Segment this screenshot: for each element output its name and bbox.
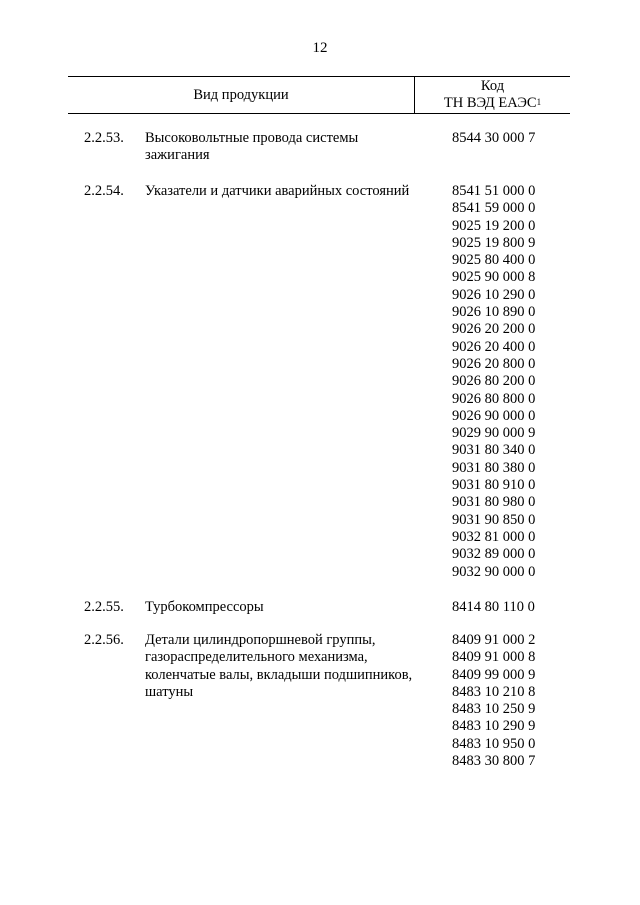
code-entry: 9032 90 000 0 bbox=[452, 563, 536, 580]
code-header-line2 bbox=[415, 95, 570, 112]
code-entry: 9029 90 000 9 bbox=[452, 425, 536, 442]
product-column-header: Вид продукции bbox=[193, 87, 289, 103]
code-entry: 9032 89 000 0 bbox=[452, 546, 536, 563]
row-codes bbox=[452, 632, 562, 770]
code-entry: 8483 30 800 7 bbox=[452, 753, 536, 770]
table-header bbox=[68, 76, 570, 114]
code-entry: 8544 30 000 7 bbox=[452, 130, 536, 146]
code-entry: 8409 91 000 8 bbox=[452, 649, 536, 666]
code-header-line1: Код bbox=[480, 78, 505, 94]
table-row bbox=[0, 632, 640, 782]
code-entry: 9025 19 200 0 bbox=[452, 217, 536, 234]
code-entry: 9026 80 800 0 bbox=[452, 390, 536, 407]
row-codes bbox=[452, 183, 562, 581]
code-entry: 9026 20 800 0 bbox=[452, 355, 536, 372]
code-entry: 9026 10 890 0 bbox=[452, 304, 536, 321]
table-row bbox=[0, 599, 640, 632]
code-entry: 8541 59 000 0 bbox=[452, 200, 536, 217]
code-entry: 9031 80 910 0 bbox=[452, 477, 536, 494]
code-entry: 8414 80 110 0 bbox=[452, 599, 535, 615]
code-entry: 9032 81 000 0 bbox=[452, 528, 536, 545]
code-entry: 9026 20 200 0 bbox=[452, 321, 536, 338]
code-entry: 9026 20 400 0 bbox=[452, 338, 536, 355]
row-number: 2.2.54. bbox=[84, 183, 124, 199]
table-row bbox=[0, 130, 640, 183]
code-header-text: ТН ВЭД ЕАЭС bbox=[443, 95, 537, 111]
footnote-marker: 1 bbox=[536, 97, 542, 107]
code-entry: 9026 80 200 0 bbox=[452, 373, 536, 390]
row-number: 2.2.55. bbox=[84, 599, 124, 615]
code-entry: 9031 80 980 0 bbox=[452, 494, 536, 511]
row-number: 2.2.56. bbox=[84, 632, 124, 648]
code-entry: 9031 80 340 0 bbox=[452, 442, 536, 459]
row-number: 2.2.53. bbox=[84, 130, 124, 146]
code-entry: 9025 19 800 9 bbox=[452, 234, 536, 251]
row-product-name: Высоковольтные провода системы зажигания bbox=[145, 130, 359, 164]
code-entry: 9025 80 400 0 bbox=[452, 252, 536, 269]
code-entry: 8409 99 000 9 bbox=[452, 666, 536, 683]
code-entry: 8483 10 950 0 bbox=[452, 735, 536, 752]
row-product-name: Детали цилиндропоршневой группы, газораспределительного механизма, коленчатые валы, вкладыши подшипников, шатуны bbox=[145, 632, 413, 700]
code-entry: 9031 90 850 0 bbox=[452, 511, 536, 528]
row-codes bbox=[452, 130, 562, 147]
code-entry: 8541 51 000 0 bbox=[452, 183, 536, 199]
code-entry: 9025 90 000 8 bbox=[452, 269, 536, 286]
code-entry: 8409 91 000 2 bbox=[452, 632, 536, 648]
row-product-name: Турбокомпрессоры bbox=[145, 599, 264, 615]
code-column-header bbox=[415, 78, 570, 112]
code-entry: 9026 10 290 0 bbox=[452, 286, 536, 303]
row-codes bbox=[452, 599, 562, 616]
row-product-name: Указатели и датчики аварийных состояний bbox=[145, 183, 410, 199]
table-row bbox=[0, 183, 640, 599]
code-entry: 9031 80 380 0 bbox=[452, 459, 536, 476]
code-entry: 9026 90 000 0 bbox=[452, 407, 536, 424]
code-entry: 8483 10 290 9 bbox=[452, 718, 536, 735]
code-entry: 8483 10 250 9 bbox=[452, 701, 536, 718]
page-number: 12 bbox=[312, 40, 328, 56]
product-table-body bbox=[0, 130, 640, 782]
code-entry: 8483 10 210 8 bbox=[452, 683, 536, 700]
